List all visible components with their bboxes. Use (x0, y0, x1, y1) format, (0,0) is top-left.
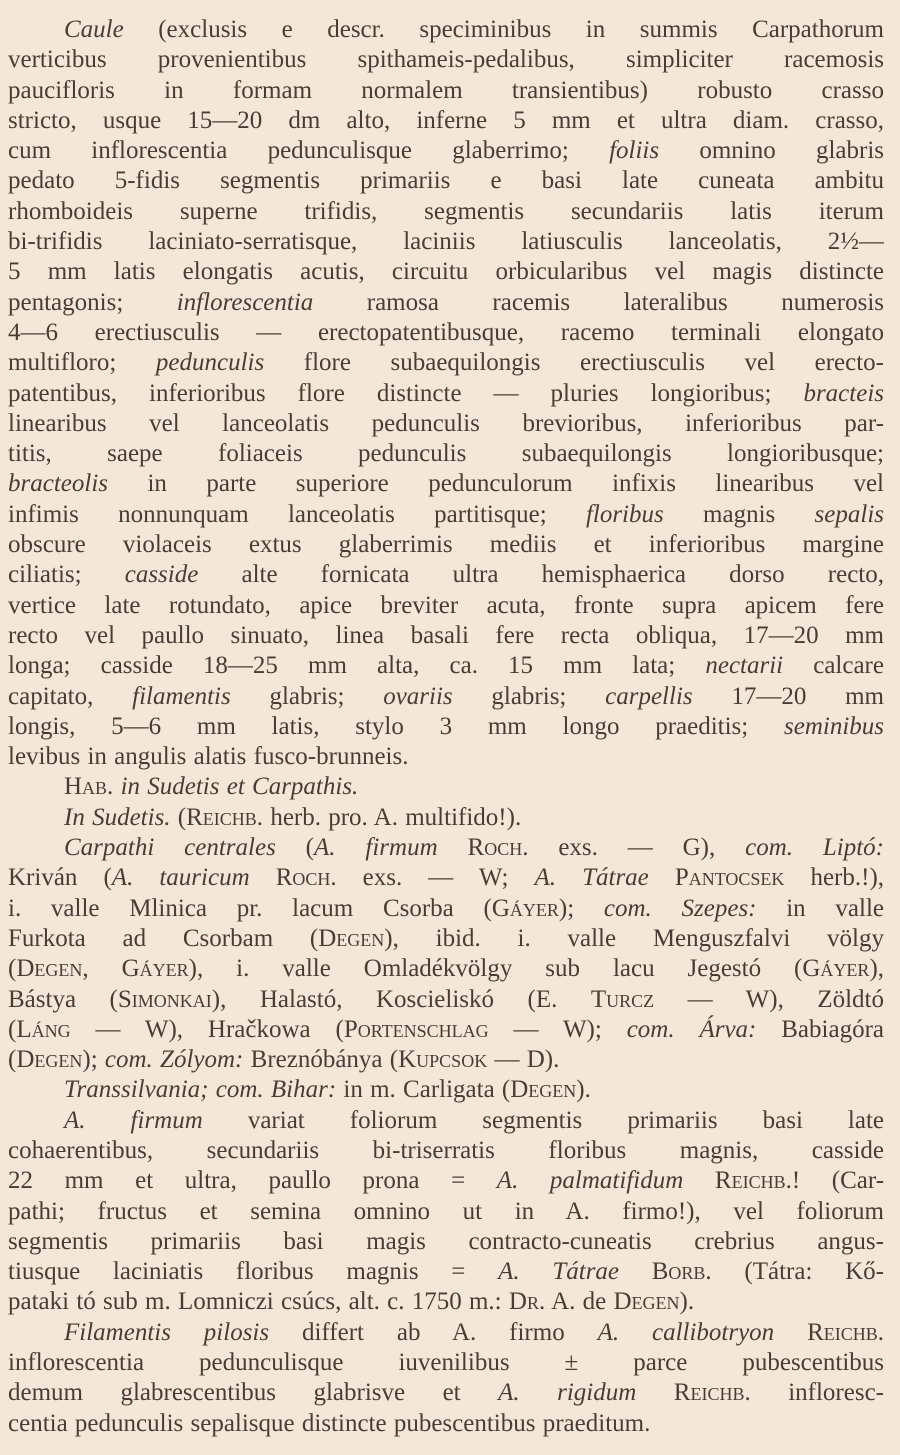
text-segment: segmentis primariis basi magis contracto-cuneatis crebrius angus- (8, 1227, 884, 1255)
text-line (8, 894, 884, 924)
text-line (8, 1045, 884, 1075)
text-line (8, 136, 884, 166)
text-line (8, 560, 884, 590)
text-segment: levibus in angulis alatis fusco-brunneis. (8, 743, 409, 771)
text-segment: inflorescentia pedunculisque iuvenilibus ± parce pubescentibus (8, 1349, 884, 1377)
italic-text: nectarii (705, 652, 784, 680)
text-segment: — W); (488, 1015, 627, 1043)
paragraph (8, 1318, 884, 1439)
text-segment: patentibus, inferioribus flore distincte — pluries longioribus; (8, 379, 804, 407)
paragraph (8, 803, 884, 833)
text-line (8, 1318, 884, 1348)
text-segment: (exclusis e descr. speciminibus in summis Carpathorum (123, 16, 884, 43)
text-segment (636, 1379, 673, 1406)
smallcaps-text: Roch. (467, 834, 529, 862)
text-segment: vertice late rotundato, apice breviter acuta, fronte supra apicem fere (8, 591, 884, 619)
text-segment: pataki tó sub m. Lomniczi csúcs, alt. c. 1750 m.: (8, 1288, 509, 1316)
text-segment: longis, 5—6 mm latis, stylo 3 mm longo praeditis; (8, 712, 784, 740)
italic-text: A. Tátrae (534, 864, 649, 892)
text-segment: Bástya ( (8, 985, 118, 1013)
text-line (8, 1136, 884, 1166)
smallcaps-text: Degen (318, 924, 385, 952)
paragraph (8, 1106, 884, 1318)
text-line (8, 591, 884, 621)
italic-text: Transsilvania; com. Bihar: (64, 1076, 337, 1104)
text-line (8, 106, 884, 136)
text-segment: ). (679, 1288, 695, 1316)
text-line (8, 863, 884, 893)
italic-text: com. Szepes: (603, 894, 757, 922)
smallcaps-text: Reichb. (714, 1167, 792, 1195)
text-line (8, 712, 884, 742)
text-segment: verticibus provenientibus spithameis-pedalibus, simpliciter racemosis (8, 46, 884, 74)
text-segment: magnis (663, 500, 815, 528)
smallcaps-text: Simonkai (117, 985, 212, 1013)
smallcaps-text: Degen (16, 955, 83, 983)
text-segment (774, 1319, 807, 1346)
text-line (8, 985, 884, 1015)
smallcaps-text: Gáyer (121, 955, 189, 983)
text-segment: exs. — G), (528, 834, 746, 862)
text-line (8, 439, 884, 469)
smallcaps-text: Pantocsek (674, 864, 785, 892)
text-segment: in m. Carligata ( (336, 1076, 511, 1104)
paragraph (8, 1075, 884, 1105)
text-segment: ! (Car- (791, 1167, 884, 1195)
text-segment: Breznóbánya ( (243, 1046, 399, 1074)
text-segment: ( (170, 803, 187, 831)
text-line (8, 1197, 884, 1227)
text-segment: , (82, 955, 122, 983)
text-segment: cohaerentibus, secundariis bi-triserratis floribus magnis, casside (8, 1136, 884, 1164)
italic-text: casside (124, 561, 199, 589)
text-line (8, 1106, 884, 1136)
text-line (8, 1287, 884, 1317)
text-segment: 5 mm latis elongatis acutis, circuitu orbicularibus vel magis distincte (8, 258, 884, 286)
text-line (8, 954, 884, 984)
text-line (8, 409, 884, 439)
text-line (8, 1015, 884, 1045)
italic-text: Caule (64, 16, 124, 43)
italic-text: carpellis (605, 682, 693, 710)
text-line (8, 45, 884, 75)
text-segment: pathi; fructus et semina omnino ut in A. firmo!), vel foliorum (8, 1197, 884, 1225)
text-line (8, 227, 884, 257)
text-line (8, 682, 884, 712)
text-segment: in parte superiore pedunculorum infixis linearibus vel (108, 470, 884, 498)
text-segment: ( (8, 1015, 17, 1043)
text-line (8, 76, 884, 106)
text-segment: — W), Zöldtó (654, 985, 884, 1013)
text-segment: obscure violaceis extus glaberrimis mediis et inferioribus margine (8, 531, 884, 559)
text-segment: Furkota ad Csorbam ( (8, 924, 319, 952)
text-segment: centia pedunculis sepalisque distincte pubescentibus praeditum. (8, 1409, 651, 1437)
text-line (8, 1075, 884, 1105)
text-segment: demum glabrescentibus glabrisve et (8, 1379, 499, 1407)
text-segment: titis, saepe foliaceis pedunculis subaequilongis longioribusque; (8, 440, 884, 468)
smallcaps-text: Borb. (651, 1258, 712, 1286)
italic-text: inflorescentia (176, 288, 314, 316)
italic-text: A. Tátrae (498, 1258, 620, 1286)
italic-text: Carpathi centrales (64, 834, 276, 862)
text-line (8, 1227, 884, 1257)
text-segment: paucifloris in formam normalem transientibus) robusto crasso (8, 76, 884, 104)
italic-text: com. Zólyom: (104, 1046, 244, 1074)
text-line (8, 197, 884, 227)
text-segment: capitato, (8, 682, 133, 710)
text-segment: — W), Hračkowa ( (70, 1015, 344, 1043)
italic-text: pedunculis (155, 349, 265, 377)
smallcaps-text: Dr. (508, 1288, 546, 1316)
italic-text: A. palmatifidum (496, 1167, 684, 1195)
smallcaps-text: Roch. (275, 864, 337, 892)
text-segment: ). (576, 1076, 591, 1104)
smallcaps-text: Gáyer (491, 894, 559, 922)
smallcaps-text: Gáyer (802, 955, 870, 983)
paragraph (8, 15, 884, 772)
italic-text: In Sudetis. (64, 803, 171, 831)
text-segment: 22 mm et ultra, paullo prona = (8, 1167, 497, 1195)
text-segment (649, 864, 675, 891)
text-segment: exs. — W; (336, 864, 535, 892)
text-segment: glabris; (230, 682, 384, 710)
text-segment: A. de (545, 1288, 614, 1316)
smallcaps-text: Reichb. (807, 1318, 884, 1346)
text-segment: infloresc- (750, 1379, 884, 1407)
text-segment: linearibus vel lanceolatis pedunculis brevioribus, inferioribus par- (8, 409, 884, 437)
text-segment: ( (275, 834, 315, 862)
text-segment: longa; casside 18—25 mm alta, ca. 15 mm lata; (8, 652, 706, 680)
smallcaps-text: Kupcsok (398, 1046, 488, 1074)
text-segment: ( (8, 955, 17, 983)
text-segment: ), Halastó, Koscieliskó (E. (211, 985, 591, 1013)
smallcaps-text: Degen (613, 1288, 680, 1316)
document-page (8, 15, 884, 1439)
text-segment: 17—20 mm (692, 682, 884, 710)
italic-text: A. tauricum (111, 864, 250, 892)
text-line (8, 257, 884, 287)
paragraph (8, 772, 884, 802)
italic-text: in Sudetis et Carpathis. (120, 773, 359, 801)
text-segment: calcare (783, 652, 884, 680)
text-segment (683, 1167, 715, 1194)
text-segment: (Tátra: Kő- (711, 1258, 884, 1286)
text-line (8, 651, 884, 681)
italic-text: A. rigidum (498, 1379, 637, 1407)
smallcaps-text: Turcz (590, 985, 655, 1013)
text-segment: pentagonis; (8, 288, 177, 316)
text-line (8, 15, 884, 45)
text-segment: rhomboideis superne trifidis, segmentis secundariis latis iterum (8, 197, 884, 225)
text-line (8, 1378, 884, 1408)
italic-text: seminibus (784, 712, 884, 740)
text-line (8, 803, 884, 833)
text-segment: ramosa racemis lateralibus numerosis (313, 288, 884, 316)
smallcaps-text: Reichb. (186, 803, 264, 831)
text-segment: herb. pro. A. multifido!). (263, 803, 522, 831)
text-line (8, 348, 884, 378)
text-segment: — D). (487, 1046, 560, 1074)
text-segment: in valle (756, 894, 884, 922)
text-segment (250, 864, 276, 891)
text-line (8, 924, 884, 954)
text-segment: omnino glabris (659, 137, 884, 165)
text-line (8, 500, 884, 530)
text-segment: alte fornicata ultra hemisphaerica dorso recto, (198, 561, 884, 589)
text-line (8, 621, 884, 651)
text-segment: Kriván ( (8, 864, 112, 892)
text-line (8, 530, 884, 560)
italic-text: filamentis (132, 682, 231, 710)
smallcaps-text: Reichb. (673, 1379, 751, 1407)
text-segment: ), ibid. i. valle Menguszfalvi völgy (384, 924, 884, 952)
text-line (8, 742, 884, 772)
text-segment: multifloro; (8, 349, 156, 377)
text-line (8, 772, 884, 802)
text-segment (113, 773, 120, 800)
italic-text: Filamentis pilosis (64, 1318, 270, 1346)
italic-text: A. firmum (64, 1106, 203, 1134)
text-line (8, 379, 884, 409)
text-line (8, 833, 884, 863)
smallcaps-text: Hab. (64, 773, 114, 801)
text-segment: variat foliorum segmentis primariis basi late (202, 1106, 884, 1134)
italic-text: floribus (585, 500, 664, 528)
smallcaps-text: Láng (16, 1015, 71, 1043)
text-segment: glabris; (452, 682, 606, 710)
text-line (8, 469, 884, 499)
italic-text: bracteolis (8, 470, 108, 498)
text-segment: differt ab A. firmo (269, 1318, 598, 1346)
text-line (8, 318, 884, 348)
text-line (8, 1257, 884, 1287)
text-segment: flore subaequilongis erectiusculis vel erecto- (264, 349, 884, 377)
text-segment: pedato 5-fidis segmentis primariis e basi late cuneata ambitu (8, 167, 884, 195)
text-line (8, 288, 884, 318)
text-segment: herb.!), (784, 864, 884, 892)
text-line (8, 1166, 884, 1196)
text-segment: bi-trifidis laciniato-serratisque, laciniis latiusculis lanceolatis, 2½— (8, 228, 884, 256)
text-segment: tiusque laciniatis floribus magnis = (8, 1258, 499, 1286)
text-segment: ( (8, 1046, 17, 1074)
italic-text: bracteis (803, 379, 884, 407)
text-segment: stricto, usque 15—20 dm alto, inferne 5 mm et ultra diam. crasso, (8, 106, 884, 134)
text-segment: infimis nonnunquam lanceolatis partitisque; (8, 500, 586, 528)
text-segment: cum inflorescentia pedunculisque glaberrimo; (8, 137, 610, 165)
paragraph (8, 833, 884, 1075)
italic-text: com. Árva: (626, 1015, 757, 1043)
text-line (8, 1348, 884, 1378)
text-segment: ); (82, 1046, 105, 1074)
text-segment: ciliatis; (8, 561, 125, 589)
text-line (8, 1409, 884, 1439)
smallcaps-text: Degen (510, 1076, 577, 1104)
text-segment: 4—6 erectiusculis — erectopatentibusque, racemo terminali elongato (8, 318, 884, 346)
text-segment (438, 834, 468, 861)
italic-text: ovariis (383, 682, 453, 710)
smallcaps-text: Portenschlag (343, 1015, 489, 1043)
text-segment: recto vel paullo sinuato, linea basali fere recta obliqua, 17—20 mm (8, 621, 884, 649)
text-segment: ), i. valle Omladékvölgy sub lacu Jegestó ( (188, 955, 803, 983)
text-segment: Babiagóra (756, 1015, 884, 1043)
italic-text: sepalis (814, 500, 884, 528)
italic-text: com. Liptó: (745, 834, 884, 862)
text-segment: ); (558, 894, 604, 922)
text-segment: i. valle Mlinica pr. lacum Csorba ( (8, 894, 492, 922)
text-segment (619, 1258, 652, 1285)
italic-text: A. callibotryon (597, 1318, 775, 1346)
text-line (8, 166, 884, 196)
italic-text: foliis (609, 137, 660, 165)
text-segment: ), (869, 955, 884, 983)
smallcaps-text: Degen (16, 1046, 83, 1074)
italic-text: A. firmum (314, 834, 438, 862)
